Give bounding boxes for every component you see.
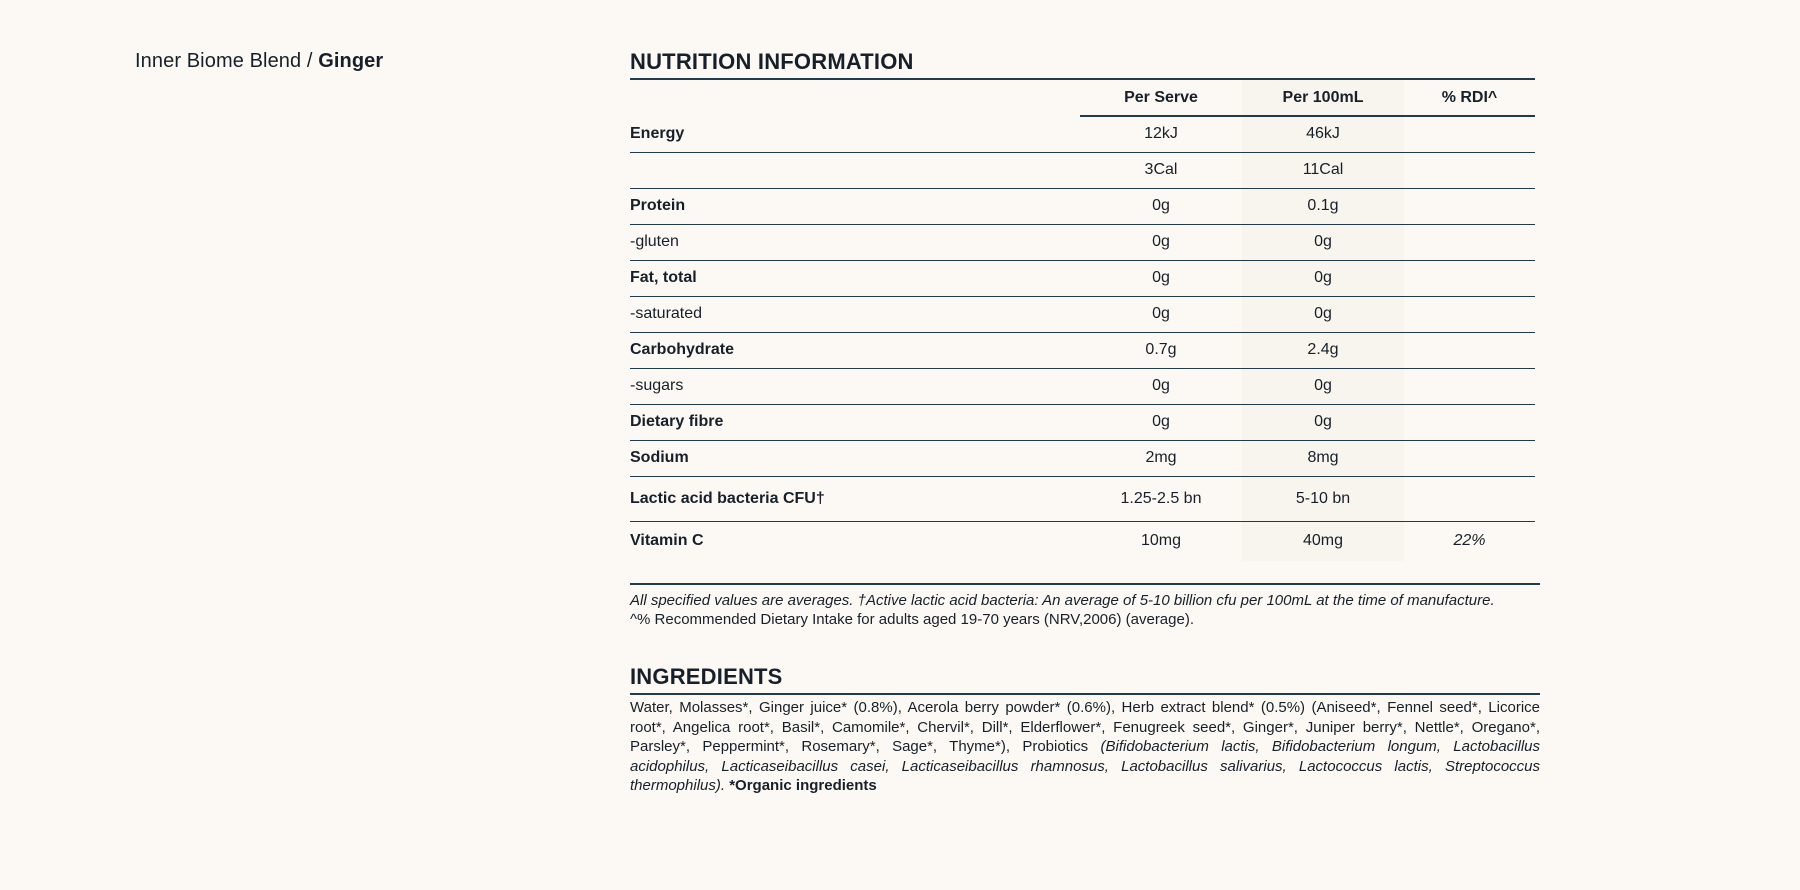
table-row <box>630 260 1535 296</box>
row-rdi: 22% <box>1453 532 1486 550</box>
footnote-divider <box>630 583 1540 585</box>
row-rdi <box>1404 404 1535 440</box>
row-per-100ml: 0g <box>1242 368 1404 404</box>
ingredients-probiotics: (Bifidobacterium lactis, Bifidobacterium longum, Lactobacillus acidophilus, Lacticaseibacillus casei, Lacticaseibacillus rhamnosus, Lactobacillus salivarius, Lactococcus lactis, Streptococcus thermophilus). <box>630 738 1540 794</box>
row-label: Energy <box>630 116 1080 152</box>
nutrition-heading: NUTRITION INFORMATION <box>630 48 1535 80</box>
nutrition-table <box>630 80 1535 561</box>
footnote-averages: All specified values are averages. †Active lactic acid bacteria: An average of 5-10 billion cfu per 100mL at the time of manufacture. <box>630 592 1495 609</box>
row-per-serve: 0g <box>1080 260 1242 296</box>
row-label: Protein <box>630 188 1080 224</box>
table-row <box>630 188 1535 224</box>
row-rdi <box>1404 332 1535 368</box>
row-per-100ml: 0g <box>1242 224 1404 260</box>
row-label: -gluten <box>630 224 1080 260</box>
row-label: Fat, total <box>630 260 1080 296</box>
row-label: Lactic acid bacteria CFU† <box>630 476 1080 521</box>
table-row <box>630 116 1535 152</box>
row-per-100ml: 0g <box>1242 260 1404 296</box>
row-per-100ml: 40mg <box>1242 521 1404 561</box>
product-title <box>135 50 383 73</box>
ingredients-organic-note: *Organic ingredients <box>725 777 877 794</box>
row-rdi <box>1404 476 1535 521</box>
table-row <box>630 224 1535 260</box>
nutrition-header-row <box>630 80 1535 116</box>
row-rdi <box>1404 368 1535 404</box>
row-per-100ml: 0g <box>1242 296 1404 332</box>
row-rdi <box>1404 116 1535 152</box>
nutrition-panel <box>630 48 1540 796</box>
row-rdi <box>1404 440 1535 476</box>
row-per-serve: 2mg <box>1080 440 1242 476</box>
row-per-serve: 0.7g <box>1080 332 1242 368</box>
row-label: Vitamin C <box>630 532 704 550</box>
row-per-100ml: 0.1g <box>1242 188 1404 224</box>
row-per-100ml: 11Cal <box>1242 152 1404 188</box>
row-per-serve: 0g <box>1080 296 1242 332</box>
table-row <box>630 296 1535 332</box>
row-per-serve: 0g <box>1080 188 1242 224</box>
header-blank <box>630 80 1080 116</box>
header-per-100ml: Per 100mL <box>1242 80 1404 116</box>
row-rdi <box>1404 188 1535 224</box>
table-row <box>630 404 1535 440</box>
header-rdi: % RDI^ <box>1404 80 1535 116</box>
row-rdi <box>1404 224 1535 260</box>
row-per-100ml: 8mg <box>1242 440 1404 476</box>
row-label: -saturated <box>630 296 1080 332</box>
row-label: -sugars <box>630 368 1080 404</box>
ingredients-list <box>630 698 1540 796</box>
table-row <box>630 440 1535 476</box>
row-rdi <box>1404 296 1535 332</box>
nutrition-footnote <box>630 591 1540 629</box>
row-per-100ml: 0g <box>1242 404 1404 440</box>
row-per-serve: 10mg <box>1140 532 1182 550</box>
product-variant: Ginger <box>318 50 384 72</box>
row-per-100ml: 2.4g <box>1242 332 1404 368</box>
table-row <box>630 476 1535 521</box>
product-name: Inner Biome Blend / <box>135 50 319 72</box>
row-per-serve: 0g <box>1080 368 1242 404</box>
table-row <box>630 332 1535 368</box>
row-per-serve: 0g <box>1080 224 1242 260</box>
row-rdi <box>1404 152 1535 188</box>
table-row <box>630 368 1535 404</box>
footnote-rdi: ^% Recommended Dietary Intake for adults aged 19-70 years (NRV,2006) (average). <box>630 611 1195 628</box>
row-per-100ml: 5-10 bn <box>1242 476 1404 521</box>
table-row <box>630 521 1535 561</box>
row-per-serve: 12kJ <box>1080 116 1242 152</box>
row-per-serve: 0g <box>1080 404 1242 440</box>
row-per-100ml: 46kJ <box>1242 116 1404 152</box>
row-label: Dietary fibre <box>630 404 1080 440</box>
ingredients-heading: INGREDIENTS <box>630 663 1540 695</box>
row-rdi <box>1404 260 1535 296</box>
ingredients-main: Water, Molasses*, Ginger juice* (0.8%), Acerola berry powder* (0.6%), Herb extract blend* (0.5%) (Aniseed*, Fennel seed*, Licorice root*, Angelica root*, Basil*, Camomile*, Chervil*, Dill*, Elderflower*, Fenugreek seed*, Ginger*, Juniper berry*, Nettle*, Oregano*, Parsley*, Peppermint*, Rosemary*, Sage*, Thyme*), Probiotics <box>630 699 1540 755</box>
row-label: Carbohydrate <box>630 332 1080 368</box>
header-per-serve: Per Serve <box>1080 80 1242 116</box>
row-per-serve: 3Cal <box>1080 152 1242 188</box>
row-label <box>630 152 1080 188</box>
table-row <box>630 152 1535 188</box>
row-label: Sodium <box>630 440 1080 476</box>
row-per-serve: 1.25-2.5 bn <box>1080 476 1242 521</box>
